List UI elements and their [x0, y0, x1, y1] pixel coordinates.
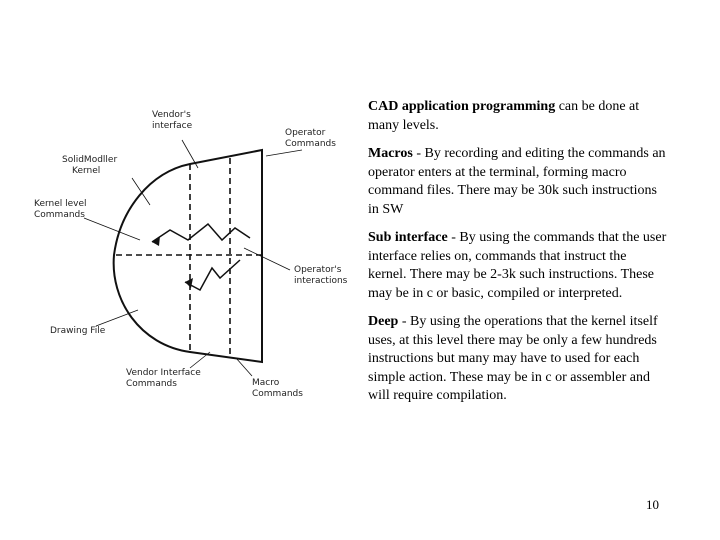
leader-interactions: [244, 248, 290, 270]
text-column: [368, 98, 668, 416]
label-solid-modeller-kernel: SolidModller Kernel: [62, 155, 118, 176]
diagram-outline: [114, 150, 262, 362]
page-number: 10: [646, 497, 659, 512]
term-macros: Macros: [368, 146, 413, 161]
cad-levels-diagram: [34, 100, 360, 420]
body-cad-programming: can be done at many levels.: [368, 99, 640, 133]
body-macros: - By recording and editing the commands an operator enters at the terminal, forming macro command files. There may be 30k such instructions in SW: [368, 146, 666, 217]
leader-vendor-interface-commands: [190, 352, 210, 368]
interaction-arrow-lower: [185, 260, 240, 290]
label-kernel-level-commands: Kernel level Commands: [34, 199, 87, 220]
interaction-arrow-upper: [152, 224, 250, 242]
arrowhead-lower: [185, 278, 193, 288]
paragraph-cad-programming: [368, 98, 668, 135]
label-drawing-file: Drawing File: [50, 326, 106, 336]
leader-operator-commands: [266, 150, 302, 156]
label-vendors-interface: Vendor's interface: [152, 110, 193, 131]
label-operators-interactions: Operator's interactions: [294, 265, 348, 286]
leader-kernel-level: [84, 218, 140, 240]
term-cad-programming: CAD application programming: [368, 99, 556, 114]
term-sub-interface: Sub interface: [368, 230, 448, 245]
diagram-svg: [34, 100, 360, 420]
label-macro-commands: Macro Commands: [252, 378, 303, 399]
label-operator-commands: Operator Commands: [285, 128, 336, 149]
label-vendor-interface-commands: Vendor Interface Commands: [126, 368, 201, 389]
paragraph-sub-interface: [368, 229, 668, 303]
paragraph-macros: [368, 145, 668, 219]
body-sub-interface: - By using the commands that the user interface relies on, commands that instruct the kernel. There may be 2-3k such instructions. These may be in c or basic, compiled or interpreted.: [368, 230, 667, 301]
term-deep: Deep: [368, 314, 399, 329]
paragraph-deep: [368, 313, 668, 406]
body-deep: - By using the operations that the kernel itself uses, at this level there may be only a few hundreds instructions but many may have to used for each simple action. These may be in c or assembler and will require compilation.: [368, 314, 658, 403]
